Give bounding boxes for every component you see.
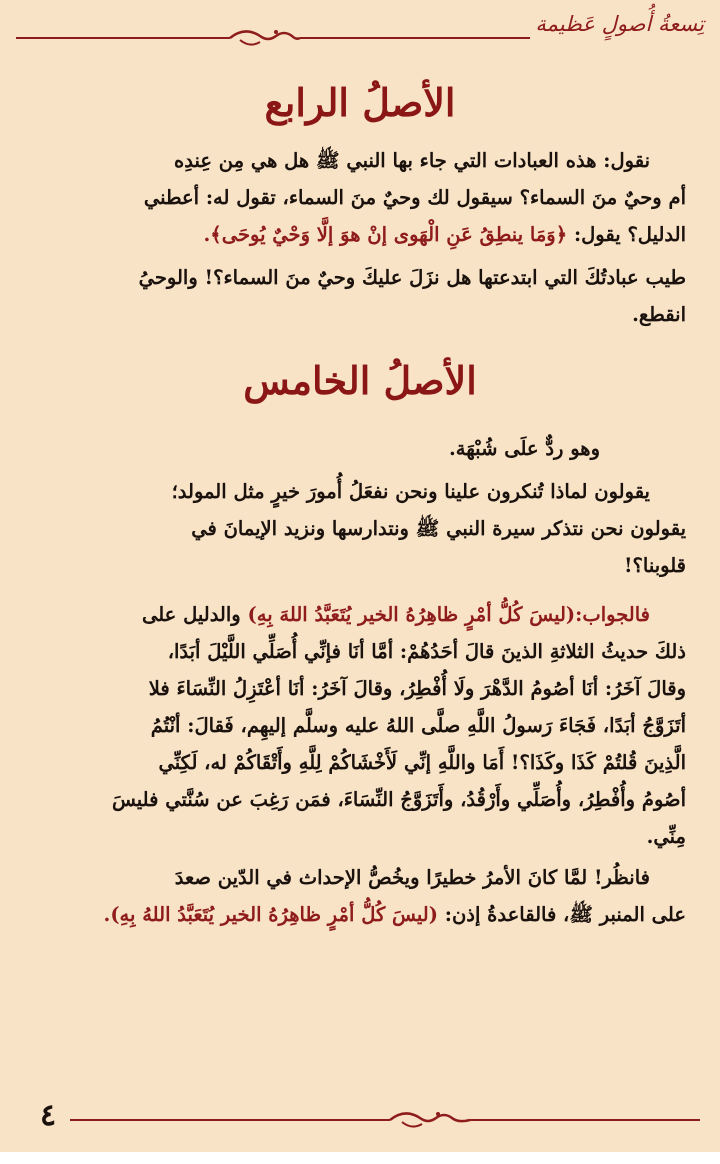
paragraph-line: طيب عبادتُكَ التي ابتدعتها هل نزَلَ عليكَ وحيٌ منَ السماء؟! والوحيُ: [138, 266, 686, 289]
bottom-band: [0, 1152, 720, 1164]
rule-text: (ليسَ كُلُّ أمْرٍ ظاهِرُهُ الخير يُتَعَبَّدُ اللهَ بِهِ): [247, 603, 576, 626]
section-fifth-body: [34, 430, 686, 933]
text-fragment: والدليل على: [141, 603, 241, 626]
text-fragment: على المنبر ﷺ، فالقاعدةُ إذن:: [444, 903, 686, 926]
paragraph-line: نقول: هذه العبادات التي جاء بها النبي ﷺ هل هي مِن عِندِه: [174, 149, 650, 172]
paragraph-line: يقولون نحن نتذكر سيرة النبي ﷺ ونتدارسها ونزيد الإيمانَ في: [191, 517, 686, 540]
footer-ornament: [60, 1100, 710, 1140]
page-number: ٤: [40, 1098, 57, 1133]
hadith-line: ذلكَ حديثُ الثلاثةِ الذينَ قالَ أحَدُهُمْ: أمَّا أنَا فإنِّي أُصَلِّي اللَّيْلَ أبَدًا،: [167, 640, 686, 663]
paragraph-line: فانظُر! لمَّا كانَ الأمرُ خطيرًا ويخُصُّ الإحداث في الدّين صعدَ: [174, 866, 650, 889]
paragraph-line: وهو ردٌّ علَى شُبْهَة.: [448, 437, 600, 460]
hadith-line: مِنِّي.: [646, 825, 686, 848]
paragraph-line: [34, 596, 686, 633]
section-fourth-body: [34, 142, 686, 333]
hadith-line: الَّذِينَ قُلتُمْ كَذَا وكَذَا؟! أَمَا واللَّهِ إنِّي لَأَخْشَاكُمْ لِلَّهِ وأَتْقَاكُمْ له، لَكِنِّي: [158, 751, 686, 774]
book-title: تِسعةُ أُصولٍ عَظيمة: [535, 12, 704, 36]
rule-text: (ليسَ كُلُّ أمْرٍ ظاهِرُهُ الخير يُتَعَبَّدُ اللهُ بِهِ).: [103, 903, 438, 926]
quran-verse: ﴿وَمَا ينطِقُ عَنِ الْهَوى إنْ هوَ إلَّا وَحْيٌ يُوحَى﴾.: [203, 223, 568, 246]
hadith-line: أصُومُ وأُفْطِرُ، وأُصَلِّي وأَرْقُدُ، وأَتَزَوَّجُ النِّسَاءَ، فمَن رَغِبَ عن سُنَّتي فليسَ: [111, 788, 686, 811]
paragraph-line: [34, 216, 686, 253]
paragraph-line: قلوبنا؟!: [623, 554, 686, 577]
section-title-fourth: الأصلُ الرابع: [264, 80, 456, 125]
answer-label: فالجواب:: [575, 603, 650, 626]
paragraph-line: أم وحيٌ منَ السماء؟ سيقول لك وحيٌ منَ السماء، تقول له: أعطني: [143, 186, 686, 209]
paragraph-line: انقطع.: [632, 303, 686, 326]
hadith-line: أتَزَوَّجُ أبَدًا، فَجَاءَ رَسولُ اللَّهِ صلَّى اللهُ عليه وسلَّم إليهِم، فَقالَ: أنْتُمُ: [150, 714, 686, 737]
paragraph-line: [34, 896, 686, 933]
paragraph-line: يقولون لماذا تُنكرون علينا ونحن نفعَلُ أُمورَ خيرٍ مثل المولد؛: [171, 480, 650, 503]
section-title-fifth: الأصلُ الخامس: [243, 358, 477, 403]
text-fragment: الدليل؟ يقول:: [573, 223, 686, 246]
hadith-line: وقالَ آخَرُ: أنَا أصُومُ الدَّهْرَ ولَا أُفْطِرُ، وقالَ آخَرُ: أنَا أعْتَزِلُ النِّسَاءَ فلا: [148, 677, 686, 700]
header-ornament: [0, 18, 540, 58]
